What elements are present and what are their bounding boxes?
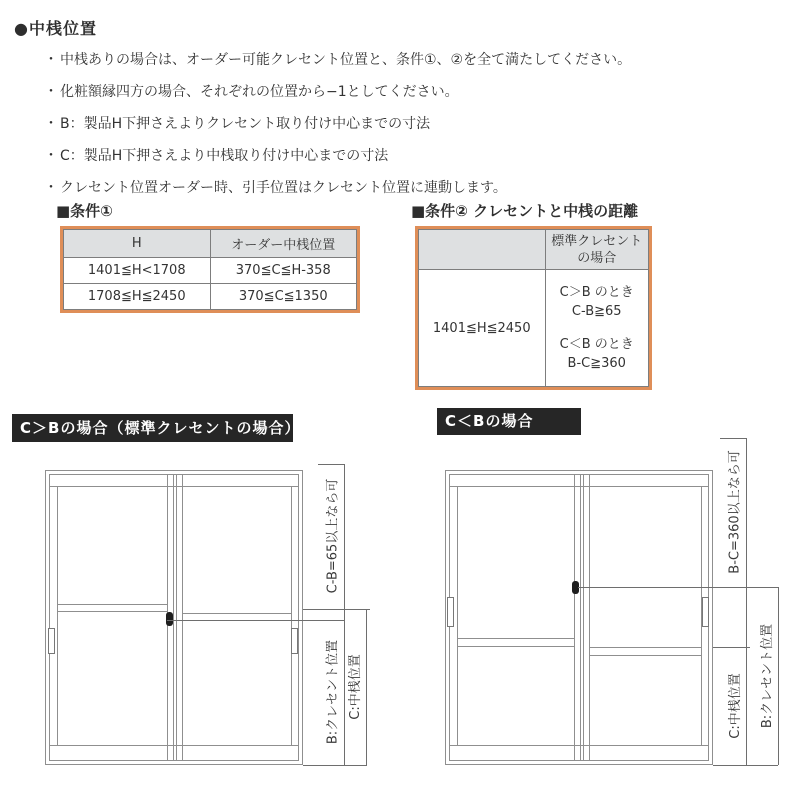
left-bottom-extension-line [303, 765, 367, 766]
right-crescent-position-label: B:クレセント位置 [760, 623, 775, 729]
right-dimension-line [778, 587, 779, 765]
table-header-row [419, 230, 649, 270]
table-row [64, 284, 357, 310]
condition2-table [415, 226, 652, 390]
right-bottom-rail-line [450, 745, 708, 746]
right-pull-handle [447, 597, 454, 627]
bullet-marker: ・ [44, 116, 58, 132]
left-side-stile-line [57, 487, 58, 745]
bullet-marker: ・ [44, 180, 58, 196]
page-title: ●中桟位置 [14, 19, 97, 38]
note-line [44, 114, 784, 134]
note-text: C：製品H下押さえより中桟取り付け中心までの寸法 [60, 148, 389, 164]
table-row [419, 270, 649, 387]
left-side-stile-line [291, 487, 292, 745]
right-side-stile-line [457, 487, 458, 745]
left-bottom-rail-line [50, 745, 298, 746]
cell: 1401≦H≦2450 [419, 270, 546, 387]
right-meeting-stile [574, 475, 581, 760]
right-top-rail-line [450, 486, 708, 487]
table-row [64, 258, 357, 284]
right-sash-mid-rail [458, 638, 574, 647]
condition-line: C-B≧65 [571, 304, 622, 319]
condition-line: C＜B のとき [559, 337, 634, 352]
cell: 1708≦H≦2450 [64, 284, 211, 310]
left-top-rail-line [50, 486, 298, 487]
left-dimension-line [344, 464, 345, 765]
right-crescent-extension-line [578, 587, 778, 588]
cell: 370≦C≦H-358 [210, 258, 357, 284]
cell: 370≦C≦1350 [210, 284, 357, 310]
col-header: H [64, 230, 211, 258]
condition-line: C＞B のとき [559, 285, 634, 300]
note-line [44, 50, 784, 70]
table-header-row [64, 230, 357, 258]
condition2-title: ■条件② クレセントと中桟の距離 [411, 202, 639, 220]
left-meeting-stile [176, 475, 183, 760]
right-gap-dimension-label: B-C=360以上なら可 [727, 450, 743, 574]
left-diagram-title: C＞Bの場合（標準クレセントの場合） [12, 414, 293, 442]
empty-header-cell [419, 230, 546, 270]
condition-cell [545, 270, 649, 387]
left-dimension-line [366, 609, 367, 765]
note-text: 化粧額縁四方の場合、それぞれの位置から−1としてください。 [60, 84, 459, 100]
left-crescent-extension-line [167, 620, 344, 621]
note-text: 中桟ありの場合は、オーダー可能クレセント位置と、条件①、②を全て満たしてください。 [60, 52, 632, 68]
bullet-marker: ・ [44, 84, 58, 100]
col-header: 標準クレセントの場合 [545, 230, 649, 270]
left-sash-mid-rail [58, 604, 172, 612]
left-crescent-position-label: B:クレセント位置 [325, 639, 341, 745]
notes-list [44, 50, 784, 210]
right-sash-mid-rail [589, 647, 701, 656]
left-gap-dimension-label: C-B=65以上なら可 [325, 478, 341, 594]
condition1-title: ■条件① [56, 202, 113, 220]
note-text: B：製品H下押さえよりクレセント取り付け中心までの寸法 [60, 116, 431, 132]
spacer [548, 321, 647, 335]
condition-line: B-C≧360 [567, 356, 626, 371]
note-line [44, 146, 784, 166]
note-line [44, 82, 784, 102]
right-diagram-title: C＜Bの場合 [437, 408, 581, 435]
note-text: クレセント位置オーダー時、引手位置はクレセント位置に連動します。 [60, 180, 507, 196]
left-pull-handle [48, 628, 55, 654]
note-line [44, 178, 784, 198]
bullet-marker: ・ [44, 52, 58, 68]
right-pull-handle [702, 597, 709, 627]
right-dimension-line [746, 438, 747, 765]
left-pull-handle [291, 628, 298, 654]
bullet-marker: ・ [44, 148, 58, 164]
left-crescent-lock-icon [166, 612, 173, 626]
right-bottom-extension-line [713, 765, 778, 766]
right-rail-position-label: C:中桟位置 [728, 673, 743, 739]
col-header: オーダー中桟位置 [210, 230, 357, 258]
cell: 1401≦H<1708 [64, 258, 211, 284]
condition1-table [60, 226, 360, 313]
right-meeting-stile [583, 475, 590, 760]
left-rail-position-label: C:中桟位置 [348, 654, 363, 720]
